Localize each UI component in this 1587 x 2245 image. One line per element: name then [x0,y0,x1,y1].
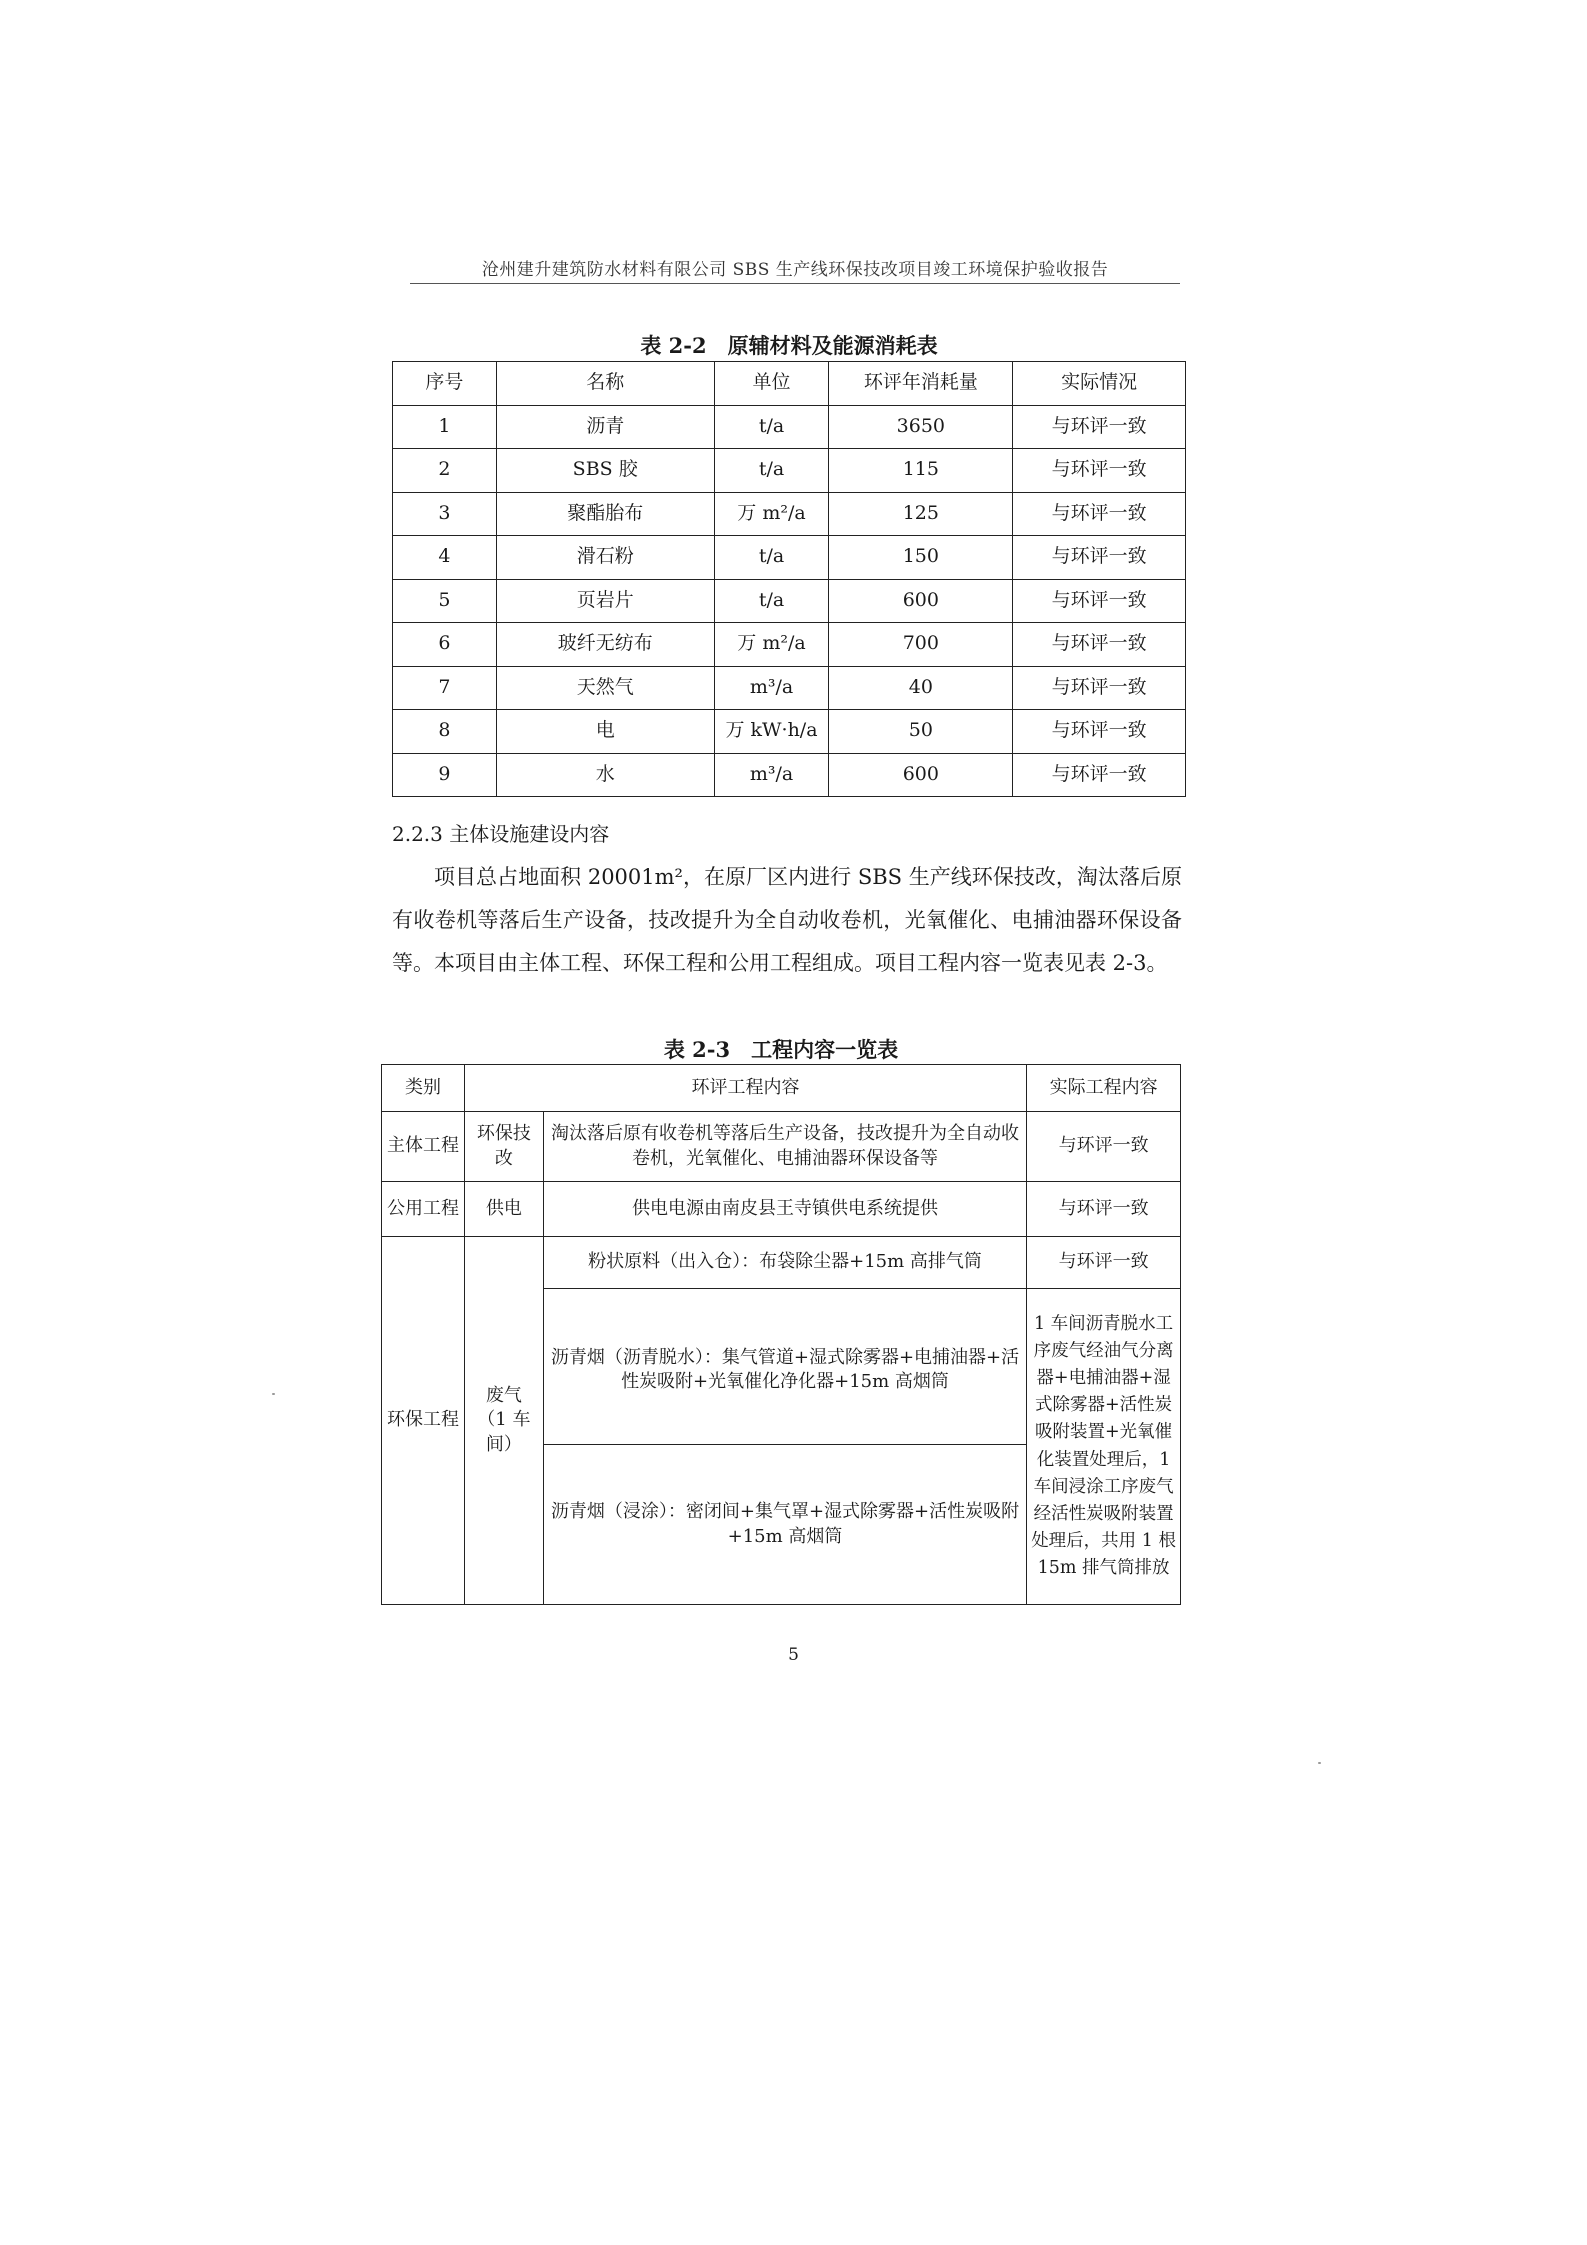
table-row [393,405,1186,449]
table-row [393,536,1186,580]
table-2-3-caption: 表 2-3 工程内容一览表 [663,1037,899,1062]
cell: 2 [393,449,497,493]
cell: 8 [393,710,497,754]
page-header: 沧州建升建筑防水材料有限公司 SBS 生产线环保技改项目竣工环境保护验收报告 [481,260,1109,280]
body-paragraph: 项目总占地面积 20001m²，在原厂区内进行 SBS 生产线环保技改，淘汰落后原有收卷机等落后生产设备，技改提升为全自动收卷机，光氧催化、电捕油器环保设备等。本项目由主体工程、环保工程和公用工程组成。项目工程内容一览表见表 2-3。 [392,865,1182,975]
cell: 150 [829,536,1013,580]
header-cell: 序号 [393,362,497,406]
actual-cell: 1 车间沥青脱水工序废气经油气分离器+电捕油器+湿式除雾器+活性炭吸附装置+光氧催化装置处理后，1 车间浸涂工序废气经活性炭吸附装置处理后，共用 1 根 15m 排气筒排放 [1027,1289,1181,1605]
cell: 聚酯胎布 [496,492,714,536]
cell: 天然气 [496,666,714,710]
cell: 水 [496,753,714,797]
header-cell: 环评年消耗量 [829,362,1013,406]
cell: 40 [829,666,1013,710]
cell: m³/a [714,666,829,710]
header-cell: 实际情况 [1013,362,1186,406]
cell: 沥青 [496,405,714,449]
cell: 万 m²/a [714,492,829,536]
cell: 700 [829,623,1013,667]
content-cell: 淘汰落后原有收卷机等落后生产设备，技改提升为全自动收卷机，光氧催化、电捕油器环保设备等 [543,1112,1026,1182]
content-cell: 沥青烟（沥青脱水）：集气管道+湿式除雾器+电捕油器+活性炭吸附+光氧催化净化器+15m 高烟筒 [543,1297,1026,1445]
subcategory-cell: 供电 [464,1182,543,1237]
table-row [393,579,1186,623]
cell: t/a [714,405,829,449]
table-header-row [382,1065,1181,1112]
table-row [382,1112,1181,1182]
cell: t/a [714,536,829,580]
actual-cell: 与环评一致 [1027,1112,1181,1182]
cell: t/a [714,579,829,623]
header-cell: 环评工程内容 [464,1065,1026,1112]
header-cell: 实际工程内容 [1027,1065,1181,1112]
table-row [393,449,1186,493]
cell: 600 [829,579,1013,623]
cell: 与环评一致 [1013,623,1186,667]
header-cell: 名称 [496,362,714,406]
table-row [393,666,1186,710]
cell: 万 kW·h/a [714,710,829,754]
header-cell: 类别 [382,1065,465,1112]
cell: SBS 胶 [496,449,714,493]
cell: 与环评一致 [1013,753,1186,797]
cell: 页岩片 [496,579,714,623]
header-cell: 单位 [714,362,829,406]
actual-cell: 与环评一致 [1027,1182,1181,1237]
table-row [382,1182,1181,1237]
cell: 115 [829,449,1013,493]
cell: 滑石粉 [496,536,714,580]
cell: 与环评一致 [1013,579,1186,623]
header-divider [410,283,1180,284]
category-cell: 公用工程 [382,1182,465,1237]
cell: 与环评一致 [1013,449,1186,493]
subcategory-cell: 环保技改 [464,1112,543,1182]
content-cell: 粉状原料（出入仓）：布袋除尘器+15m 高排气筒 [543,1237,1026,1289]
cell: 50 [829,710,1013,754]
table-row [393,623,1186,667]
actual-cell: 与环评一致 [1027,1237,1181,1289]
cell: 3 [393,492,497,536]
table-row [393,710,1186,754]
table-row [382,1237,1181,1289]
cell: 125 [829,492,1013,536]
cell: 与环评一致 [1013,666,1186,710]
cell: 万 m²/a [714,623,829,667]
content-cell: 沥青烟（浸涂）：密闭间+集气罩+湿式除雾器+活性炭吸附+15m 高烟筒 [543,1445,1026,1605]
cell: 4 [393,536,497,580]
scan-speck [272,1393,275,1395]
category-cell: 环保工程 [382,1237,465,1605]
cell: 电 [496,710,714,754]
content-cell: 供电电源由南皮县王寺镇供电系统提供 [543,1182,1026,1237]
cell: 9 [393,753,497,797]
category-cell: 主体工程 [382,1112,465,1182]
cell: 与环评一致 [1013,536,1186,580]
section-heading: 2.2.3 主体设施建设内容 [392,822,610,846]
materials-table [392,361,1186,797]
page-number: 5 [788,1645,799,1665]
cell: 1 [393,405,497,449]
table-row [393,753,1186,797]
cell: 6 [393,623,497,667]
table-2-2-caption: 表 2-2 原辅材料及能源消耗表 [640,333,938,358]
cell: 600 [829,753,1013,797]
cell: m³/a [714,753,829,797]
works-table [381,1064,1181,1605]
cell: 3650 [829,405,1013,449]
cell: t/a [714,449,829,493]
cell: 5 [393,579,497,623]
subcategory-cell: 废气 （1 车间） [464,1237,543,1605]
cell: 与环评一致 [1013,405,1186,449]
cell: 玻纤无纺布 [496,623,714,667]
cell: 与环评一致 [1013,492,1186,536]
spacer-cell [543,1289,1026,1297]
table-header-row [393,362,1186,406]
cell: 7 [393,666,497,710]
table-row [393,492,1186,536]
cell: 与环评一致 [1013,710,1186,754]
scan-speck [1318,1762,1321,1764]
